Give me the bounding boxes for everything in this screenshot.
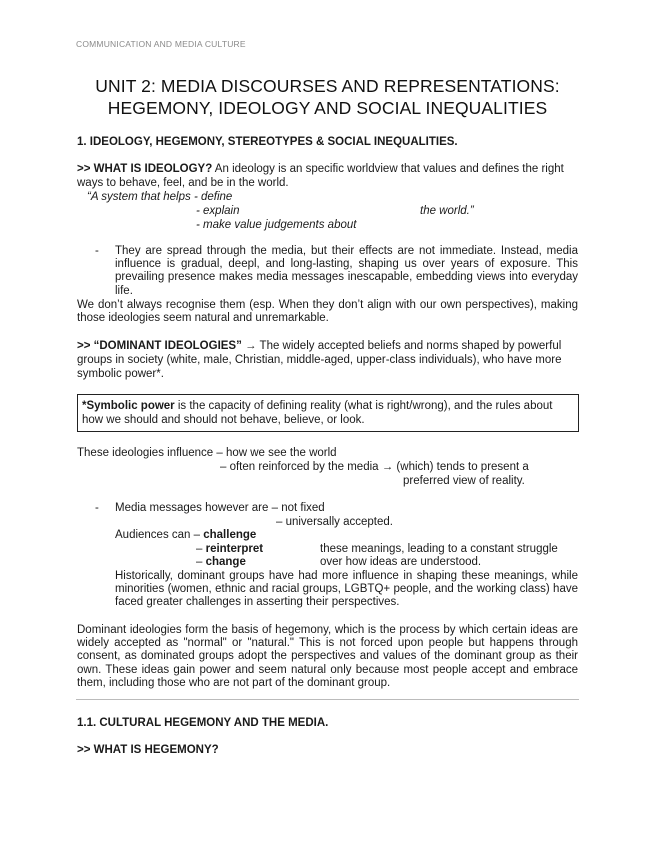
change-line	[196, 556, 246, 569]
influence-line-3: preferred view of reality.	[403, 475, 525, 487]
reinterpret-line	[196, 543, 263, 556]
media-line-1: Media messages however are – not fixed	[115, 502, 325, 514]
box-line-2: how we should and should not behave, believe, or look.	[82, 414, 365, 426]
these-meanings-line: these meanings, leading to a constant struggle	[320, 543, 558, 555]
ideology-label: >> WHAT IS IDEOLOGY?	[77, 163, 213, 175]
ideology-quote-1: “A system that helps - define	[87, 191, 233, 203]
audiences-line	[115, 529, 256, 542]
media-line-2: – universally accepted.	[276, 516, 393, 528]
box-term: *Symbolic power	[82, 400, 175, 412]
reinterpret-dash: –	[196, 543, 206, 555]
what-is-hegemony: >> WHAT IS HEGEMONY?	[77, 744, 219, 756]
ideology-paragraph: We don’t always recognise them (esp. When they don’t align with our own perspectives), making those ideologies seem natural and unremarkable.	[77, 299, 578, 325]
page-title-line-2: HEGEMONY, IDEOLOGY AND SOCIAL INEQUALITIES	[107, 98, 548, 118]
page-title-line-1: UNIT 2: MEDIA DISCOURSES AND REPRESENTATIONS:	[95, 76, 560, 96]
dominant-line-1	[77, 340, 561, 353]
box-line-1	[82, 400, 552, 413]
ideology-quote-3: the world.”	[420, 205, 474, 217]
audiences-text: Audiences can –	[115, 529, 204, 541]
ideology-bullet: They are spread through the media, but their effects are not immediate. Instead, media influence is gradual, deepl, and long-lasting, shaping us over years of exposure. This prevailing presence makes media messages inescapable, embedding views into everyday life.	[115, 245, 578, 297]
dominant-line-2: groups in society (white, male, Christian, middle-aged, upper-class individuals), who have more	[77, 354, 562, 366]
hegemony-paragraph: Dominant ideologies form the basis of hegemony, which is the process by which certain ideas are widely accepted as "normal" or "natural." This is not forced upon people but happens through consent, as dominated groups adopt the perspectives and values of the dominant group as their own. These ideas gain power and seem natural only because most people accept and embrace them, including those who are not part of the dominant group.	[77, 624, 578, 689]
section-heading-1-1: 1.1. CULTURAL HEGEMONY AND THE MEDIA.	[77, 717, 329, 729]
dominant-arrow-text: → The widely accepted beliefs and norms shaped by powerful	[241, 340, 562, 352]
challenge-word: challenge	[203, 529, 257, 541]
change-dash: –	[196, 556, 206, 568]
running-header: COMMUNICATION AND MEDIA CULTURE	[76, 39, 246, 49]
section-heading-1: 1. IDEOLOGY, HEGEMONY, STEREOTYPES & SOCIAL INEQUALITIES.	[77, 136, 458, 148]
influence-line-1: These ideologies influence – how we see the world	[77, 447, 337, 459]
box-rest: is the capacity of defining reality (what is right/wrong), and the rules about	[174, 400, 553, 412]
divider	[76, 699, 579, 700]
dominant-label: >> “DOMINANT IDEOLOGIES”	[77, 340, 242, 352]
ideology-text-a: An ideology is an specific worldview that values and defines the right	[212, 163, 564, 175]
ideology-quote-2: - explain	[196, 205, 240, 217]
bullet-marker-2: -	[95, 502, 99, 514]
ideology-quote-4: - make value judgements about	[196, 219, 357, 231]
over-line: over how ideas are understood.	[320, 556, 482, 568]
ideology-line-1	[77, 163, 564, 176]
ideology-line-2: ways to behave, feel, and be in the world.	[77, 177, 289, 189]
bullet-marker: -	[95, 245, 99, 257]
influence-line-2: – often reinforced by the media → (which) tends to present a	[220, 461, 529, 473]
change-word: change	[205, 556, 246, 568]
dominant-line-3: symbolic power*.	[77, 368, 164, 380]
reinterpret-word: reinterpret	[205, 543, 264, 555]
historically-paragraph: Historically, dominant groups have had more influence in shaping these meanings, while minorities (women, ethnic and racial groups, LGBTQ+ people, and the working class) have faced greater challenges in asserting their perspectives.	[115, 570, 578, 609]
